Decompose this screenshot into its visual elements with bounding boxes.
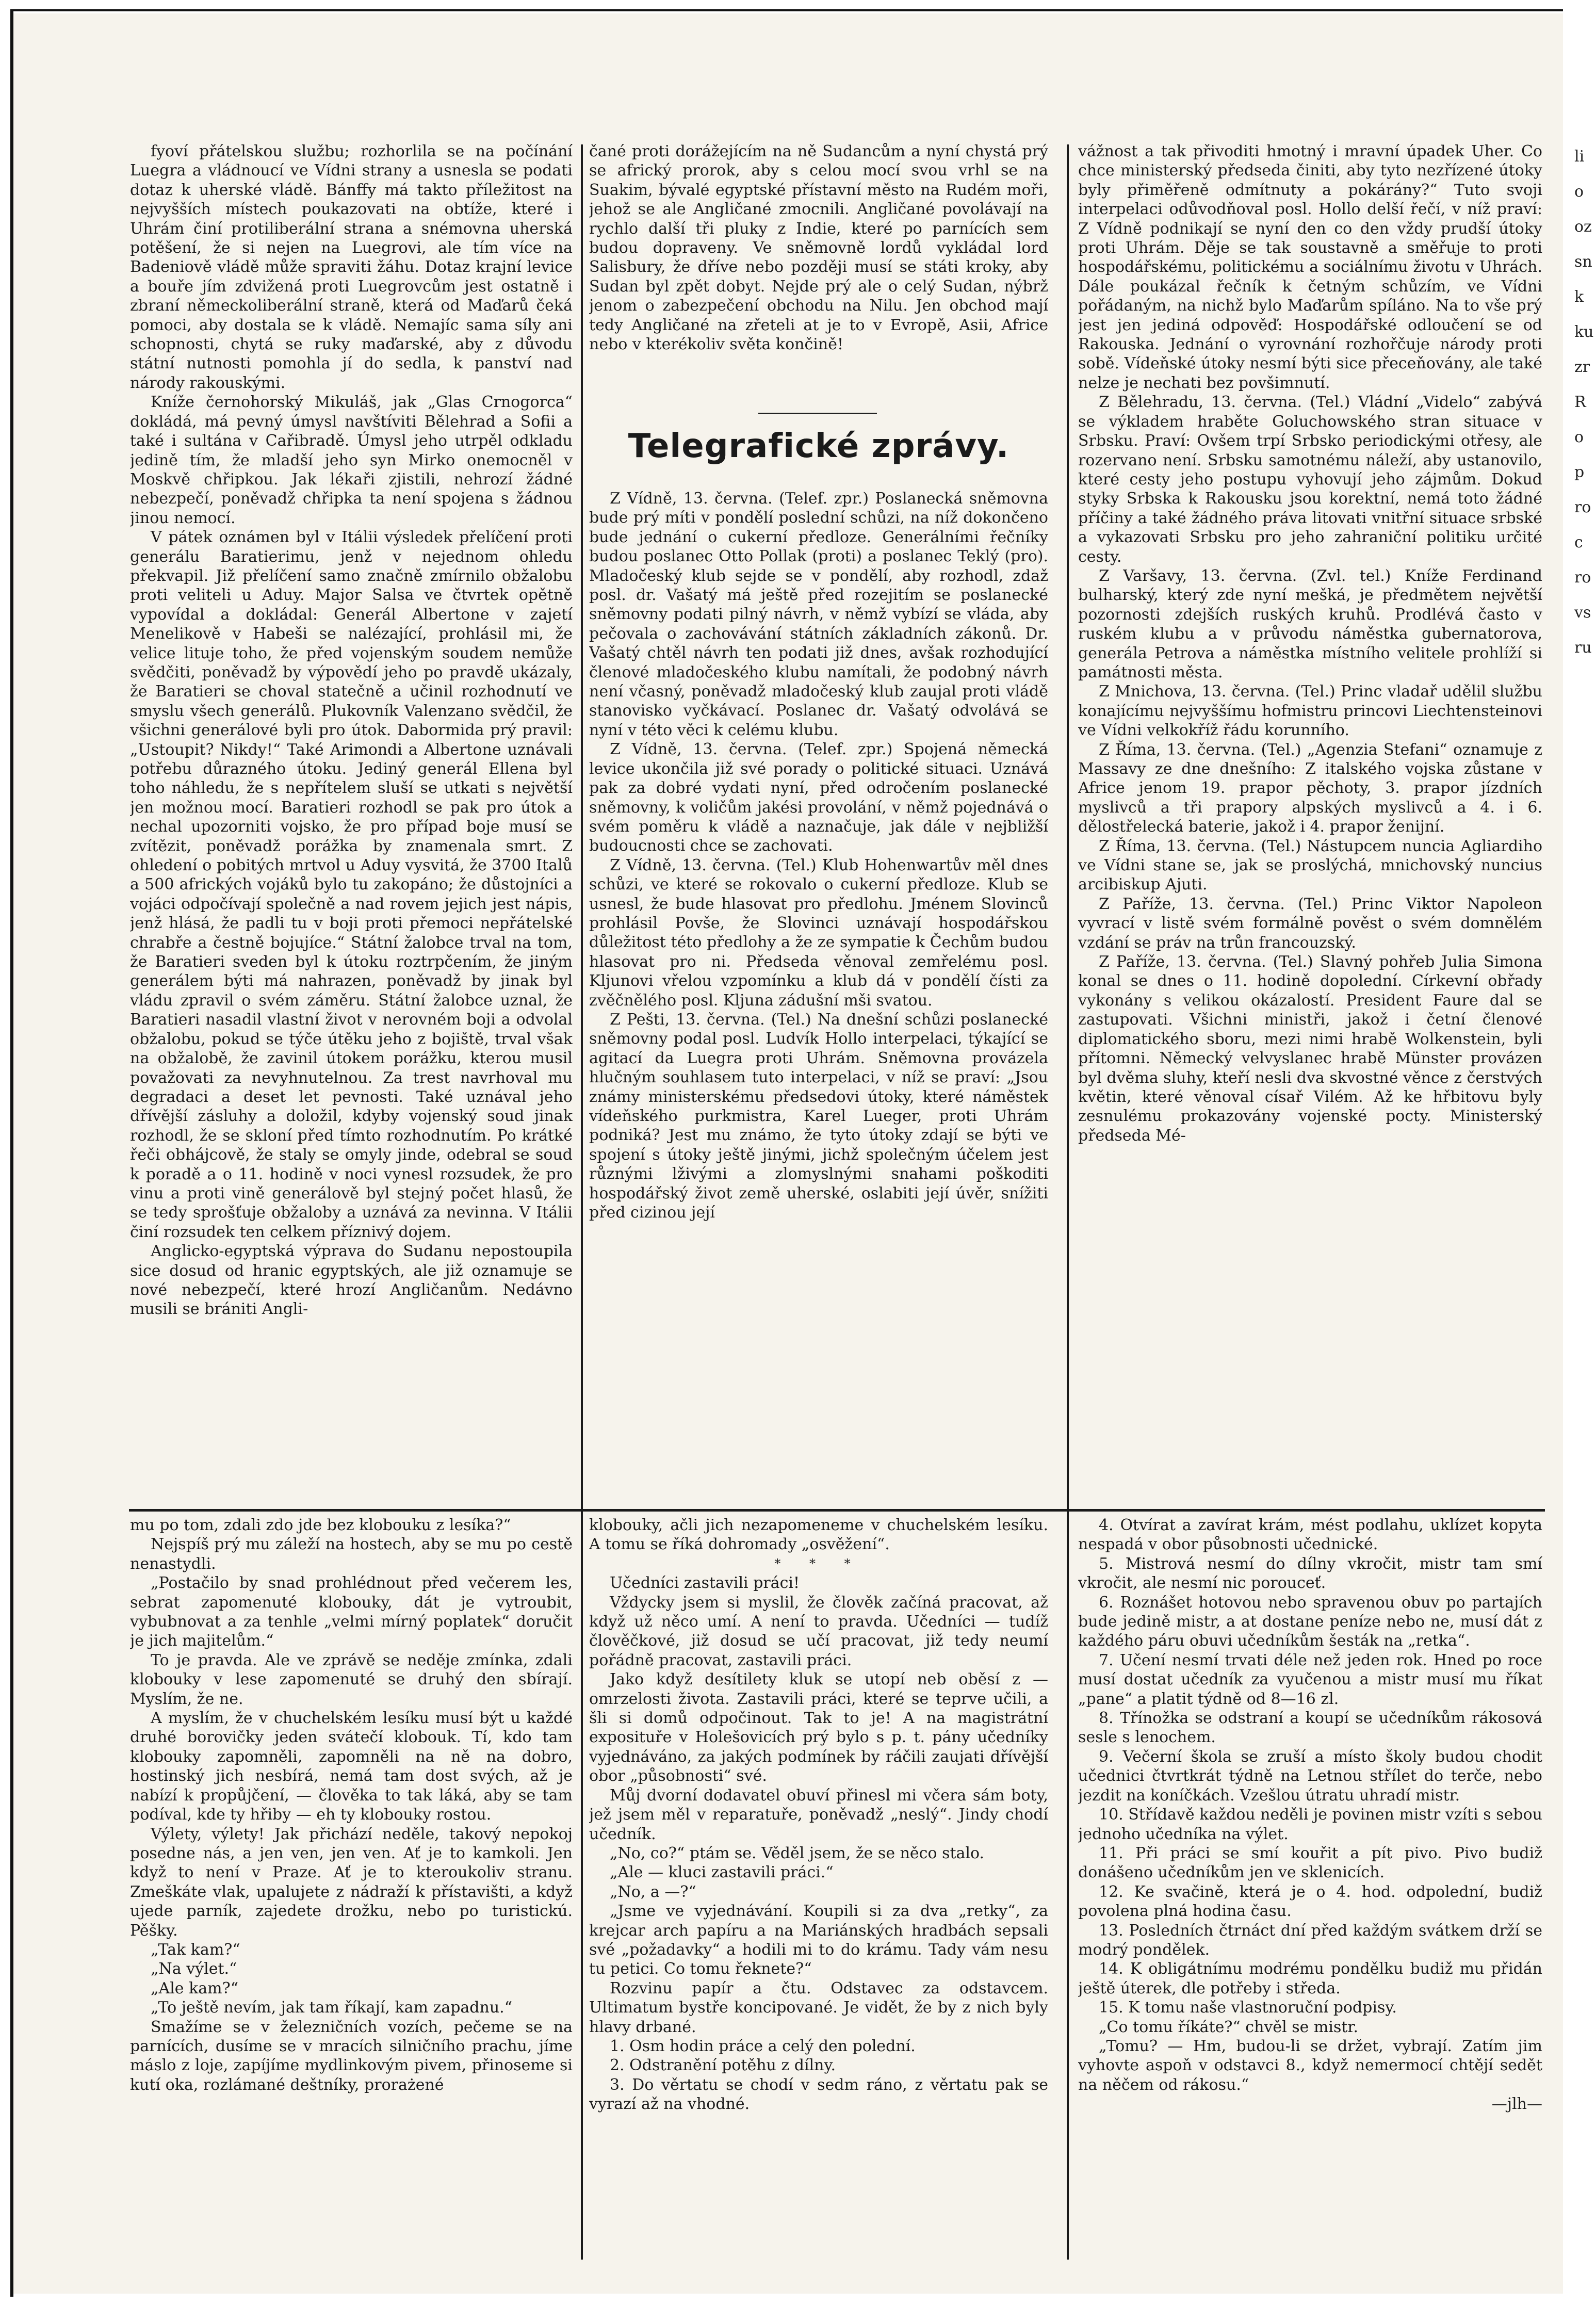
feuilleton-p7: Smažíme se v železničních vozích, pečeme se na parnících, dusíme se v mracích silničního prachu, jíme máslo z loje, zapíjíme mydlinkovým pivem, přinoseme si kutí oka, rozlámané deštníky, prorażené bbox=[130, 2018, 573, 2094]
edge-fragment: ro bbox=[1574, 569, 1591, 587]
telegram-rome-2: Z Říma, 13. června. (Tel.) Nástupcem nuncia Agliardiho ve Vídni stane se, jak se proslýchá, mnichovský nuncius arcibiskup Ajuti. bbox=[1078, 837, 1542, 894]
edge-fragment: ku bbox=[1574, 323, 1594, 341]
edge-fragment: sn bbox=[1574, 253, 1592, 271]
edge-fragment: c bbox=[1574, 533, 1583, 551]
telegram-warsaw: Z Varšavy, 13. června. (Zvl. tel.) Kníže Ferdinand bulharský, který zde nyní mešká, je předmětem největší pozornosti zdejších ruských kruhů. Prodlévá často v ruském klubu a v průvodu náměstka gubernatorova, generála Petrova a náměstka místního velitele prohlíží si památnosti města. bbox=[1078, 566, 1542, 681]
telegram-belgrade: Z Bělehradu, 13. června. (Tel.) Vládní „Videlo“ zabývá se výkladem hraběte Goluchowského stran situace v Srbsku. Praví: Ovšem trpí Srbsko periodickými otřesy, ale rozervano není. Srbsku samotnému náleží, aby ustanovilo, které cesty jeho postupu vyhovují jeho zájmům. Dokud styky Srbska k Rakousku jsou korektní, nemá toto žádné příčiny a také žádného práva litovati vnitřní situace srbské a vykazovati Srbsku pro jeho zahraniční politiku určité cesty. bbox=[1078, 393, 1542, 566]
demand-item: 12. Ke svačině, která je o 4. hod. odpolední, budiž povolena plná hodina času. bbox=[1078, 1882, 1542, 1921]
feuilleton-p6: Výlety, výlety! Jak přichází neděle, takový nepokoj posedne nás, a jen ven, jen ven. Ať je to kamkoli. Jen když to není v Praze. Ať je to kteroukoliv stranu. Zmeškáte vlak, upalujete z nádraží k přístavišti, a když ujede parník, zajedete drožku, nebo po turistickú. Pěšky. bbox=[130, 1825, 573, 1940]
article-hollo-cont: vážnost a tak přivoditi hmotný i mravní úpadek Uher. Co chce ministerský předseda činiti, aby tyto nezřízené útoky byly přiměřeně odmítnuty a pokárány?“ Tuto svoji interpelaci odůvodňoval posl. Hollo delší řečí, v níž praví: Z Vídně podnikají se nyní den co den vždy prudší útoky proti Uhrám. Děje se tak soustavně a směřuje to proti hospodářskému, politickému a sociálnímu životu v Uhrách. Dále poukázal řečník k četným schůzím, ve Vídni pořádaným, na nichž bylo Maďarům spíláno. Na to vše prý jest jen jediná odpověď: Hospodářské odloučení se od Rakouska. Jednání o vyrovnání rozhořčuje národy proti sobě. Vídeňské útoky nesmí býti sice přeceňovány, ale také nelze je nechati bez povšimnutí. bbox=[1078, 142, 1542, 392]
edge-fragment: R bbox=[1574, 393, 1586, 411]
telegram-pest: Z Pešti, 13. června. (Tel.) Na dnešní schůzi poslanecké sněmovny podal posl. Ludvík Hollo interpelaci, týkající se agitací da Luegra proti Uhrám. Sněmovna provázela hlučným souhlasem tuto interpelaci, v níž se praví: „Jsou známy ministerskému předsedovi útoky, které náměstek vídeňského purkmistra, Karel Lueger, proti Uhrám podniká? Jest mu známo, že tyto útoky zdají se býti ve spojení s útoky ještě jinými, jichž společným účelem jest různými lživými a zlomyslnými snahami poškoditi hospodářský život země uherské, oslabiti její úvěr, snížiti před cizinou její bbox=[589, 1010, 1048, 1222]
feuilleton-p10: Můj dvorní dodavatel obuví přinesl mi včera sám boty, jež jsem měl v reparatuře, poněvadž „neslý“. Jindy chodí učedník. bbox=[589, 1786, 1048, 1843]
telegram-rome-1: Z Říma, 13. června. (Tel.) „Agenzia Stefani“ oznamuje z Massavy ze dne dnešního: Z italského vojska zůstane v Africe jenom 19. prapor pěchoty, 3. prapor jízdních myslivců a tři prapory alpských myslivců a 4. i 6. dělostřelecká baterie, jakož i 4. prapor ženijní. bbox=[1078, 740, 1542, 836]
demand-item: 1. Osm hodin práce a celý den polední. bbox=[610, 2037, 916, 2055]
dialogue-line: „Co tomu říkáte?“ chvěl se mistr. bbox=[1099, 2018, 1358, 2036]
edge-fragment: ro bbox=[1574, 498, 1591, 516]
demand-item: 7. Učení nesmí trvati déle než jeden rok. Hned po roce musí dostat učedník za vyučenou a mistr musí mu říkat „pane“ a platit týdně od 8—16 zl. bbox=[1078, 1651, 1542, 1708]
edge-fragment: li bbox=[1574, 148, 1585, 166]
feuilleton-p8: Vždycky jsem si myslil, že člověk začíná pracovat, až když už něco umí. A není to pravda. Učedníci — tudíž člověčkové, již dosud se učí pracovat, již tedy neumí pořádně pracovat, zastavili práci. bbox=[589, 1593, 1048, 1669]
dialogue-line: „Na výlet.“ bbox=[151, 1960, 237, 1978]
edge-fragment: zr bbox=[1574, 358, 1590, 376]
telegram-vienna-2: Z Vídně, 13. června. (Telef. zpr.) Spojená německá levice ukončila již své porady o politické situaci. Uznává pak za dobré vydati nyní, před odročením poslanecké sněmovny, k voličům jakési provolání, v němž pojednává o svém poměru k vládě a naznačuje, jak dále v nejbližší budoucnosti chce se zachovati. bbox=[589, 740, 1048, 855]
feuilleton-apprentices-title: Učedníci zastavili práci! bbox=[610, 1574, 800, 1593]
demand-item: 8. Třínožka se odstraní a koupí se učedníkům rákosová sesle s lenochem. bbox=[1078, 1709, 1542, 1747]
dialogue-line: „Jsme ve vyjednávání. Koupili si za dva „retky“, za krejcar arch papíru a na Mariánských hradbách sepsali své „požadavky“ a hodili mi to do krámu. Tady vám nesu tu petici. Co tomu řeknete?“ bbox=[589, 1902, 1048, 1978]
feuilleton-hats-start: mu po tom, zdali zdo jde bez klobouku z lesíka?“ bbox=[130, 1516, 511, 1534]
feuilleton-separator bbox=[129, 1509, 1545, 1512]
dialogue-line: „Ale — kluci zastavili práci.“ bbox=[610, 1863, 834, 1882]
column-middle-upper bbox=[589, 142, 1048, 410]
telegram-vienna-1: Z Vídně, 13. června. (Telef. zpr.) Poslanecká sněmovna bude prý míti v pondělí poslední schůzi, na níž dokončeno bude jednání o cukerní předloze. Generálními řečníky budou poslanec Otto Pollak (proti) a poslanec Teklý (pro). Mladočeský klub sejde se v pondělí, aby rozhodl, zdaž posl. dr. Vašatý má ještě před rozejitím se poslanecké sněmovny podati pilný návrh, v němž vybízí se vláda, aby pečovala o zachovávání státních základních zákonů. Dr. Vašatý chtěl návrh ten podati již dnes, avšak rozhodující členové mladočeského klubu namítali, že podobný návrh není včasný, poněvadž mladočeský klub zaujal proti vládě stanovisko vyčkávací. Poslanec dr. Vašatý odvolává se nyní v této věci k celému klubu. bbox=[589, 490, 1048, 739]
article-baratieri: V pátek oznámen byl v Itálii výsledek přelíčení proti generálu Baratierimu, jenž v nejednom ohledu překvapil. Již přelíčení samo značně zmírnilo obžalobu proti veliteli u Aduy. Major Salsa ve čtvrtek opětně vypovídal a dokládal: Generál Albertone v zajetí Menelikově v Habeši se nalézající, prohlásil mi, že velice lituje toho, že před vojenským soudem nemůže svědčiti, poněvadž by výpovědí jeho po pravdě ukázaly, že Baratieri se choval statečně a učinil rozhodnutí ve smyslu všech generálů. Plukovník Valenzano svědčil, že všichni generálové byli pro útok. Dabormida prý pravil: „Ustoupit? Nikdy!“ Také Arimondi a Albertone uznávali potřebu důrazného útoku. Jediný generál Ellena byl toho náhledu, že s nepřítelem sluší se utkati s největší jen možnou mocí. Baratieri rozhodl se pak pro útok a nechal upozorniti vojsko, že pro případ boje musí se zvítězit, poněvadž porážka by znamenala smrt. Z ohledení o pobitých mrtvol u Aduy vysvitá, že 3700 Italů a 500 afrických vojáků bylo tu zakopáno; že důstojníci a vojáci odpočívají společně a nad rovem jejich jest nápis, jenž hlásá, že padli tu v boji proti přemoci nepřátelské chrabře a čestně bojujíce.“ Státní žalobce trval na tom, že Baratieri sveden byl k útoku roztrpčením, že jiným generálem býti má nahrazen, poněvadž by jinak byl vládu zpravil o svém záměru. Státní žalobce uznal, že Baratieri nasadil vlastní život v nerovném boji a odvolal obžalobu, pokud se týče útěku jeho z bojiště, trval však na obžalobě, že zavinil útokem porážku, kterou musil považovati za nevyhnutelnou. Za trest navrhoval mu degradaci a deset let pevnosti. Také uznával jeho dřívější zásluhy a doložil, kdyby vojenský soud jinak rozhodl, že se skloní před tímto rozhodnutím. Po krátké řeči obhájcově, že staly se omyly jinde, odebral se soud k poradě a o 11. hodině v noci vynesl rozsudek, že pro vinu a proti vině generálově byl stejný počet hlasů, že se tedy sprošťuje obžaloby a uznává za nevinna. V Itálii činí rozsudek ten celkem příznivý dojem. bbox=[130, 528, 573, 1241]
feuilleton-hats-end: klobouky, ačli jich nezapomeneme v chuchelském lesíku. A tomu se říká dohromady „osvěžení“. bbox=[589, 1516, 1048, 1554]
dialogue-line: „No, a —?“ bbox=[610, 1882, 696, 1901]
feuilleton-p2: Nejspíš prý mu záleží na hostech, aby se mu po cestě nenastydli. bbox=[130, 1535, 573, 1573]
column-divider-2 bbox=[1067, 144, 1069, 2260]
demand-item: 11. Při práci se smí kouřit a pít pivo. Pivo budiž donášeno učedníkům jen ve sklenicích. bbox=[1078, 1844, 1542, 1882]
edge-fragment: o bbox=[1574, 183, 1584, 201]
demand-item: 15. K tomu naše vlastnoruční podpisy. bbox=[1099, 1999, 1397, 2017]
column-left-upper bbox=[130, 142, 573, 1504]
edge-fragment: k bbox=[1574, 288, 1584, 306]
telegram-vienna-3: Z Vídně, 13. června. (Tel.) Klub Hohenwartův měl dnes schůzi, ve které se rokovalo o cukerní předloze. Klub se usnesl, že bude hlasovat pro předlohu. Jménem Slovinců prohlásil Povše, že Slovinci uznávají hospodářskou důležitost této předlohy a že ze sympatie k Čechům budou hlasovat pro ni. Předseda věnoval zemřelému posl. Kljunovi vřelou vzpomínku a klub dá v pondělí čísti za zvěčnělého posl. Kljuna zádušní mši svatou. bbox=[589, 856, 1048, 1010]
column-left-lower bbox=[130, 1516, 573, 2186]
demand-item: 2. Odstranění potěhu z dílny. bbox=[610, 2056, 836, 2075]
article-lueger: fyoví přátelskou službu; rozhorlila se na počínání Luegra a vládnoucí ve Vídni strany a usnesla se podati dotaz k uherské vládě. Bánffy má takto příležitost na nejvyšších místech poukazovati na obtíže, které i Uhrám činí protiliberální strana a snémovna uherská potěšení, že si nejen na Luegrovi, ale tím více na Badeniově vládě může spraviti žáhu. Dotaz krajní levice a bouře jím zdvižená proti Luegrovcům jest ostatně i zbraní německoliberální straně, která od Maďarů čeká pomoci, aby dostala se k vládě. Nemajíc sama síly ani schopnosti, chytá se ruky maďarské, aby z důvodu státní nutnosti pomohla jí do sedla, k panství nad národy rakouskými. bbox=[130, 142, 573, 392]
demand-item: 14. K obligátnímu modrému pondělku budiž mu přidán ještě úterek, dle potřeby i středa. bbox=[1078, 1960, 1542, 1998]
article-sudan-cont: čané proti dorážejícím na ně Sudancům a nyní chystá prý se africký prorok, aby s celou mocí svou vrhl se na Suakim, bývalé egyptské přístavní město na Rudém moři, jehož se ale Angličané zmocnili. Angličané povolávají na rychlo další tři pluky z Indie, které po parnících sem budou dopraveny. Ve sněmovně lordů vykládal lord Salisbury, že dříve nebo později musí se státi kroky, aby Sudan byl zpět dobyt. Nejde prý ale o celý Sudan, nýbrž jenom o zabezpečení obchodu na Nilu. Jen obchod mají tedy Angličané na zřeteli at je to v Evropě, Asii, Africe nebo v kterékoliv světa končině! bbox=[589, 142, 1048, 354]
dialogue-line: „To ještě nevím, jak tam říkají, kam zapadnu.“ bbox=[151, 1999, 513, 2017]
article-montenegro: Kníže černohorský Mikuláš, jak „Glas Crnogorca“ dokládá, má pevný úmysl navštíviti Bělehrad a Sofii a také i sultána v Cařibradě. Úmysl jeho utrpěl odkladu jedině tím, že mladší jeho syn Mirko onemocněl v Moskvě chřipkou. Jak lékaři zjistili, nehrozí žádné nebezpečí, poněvadž chřipka ta není spojena s žádnou jinou nemocí. bbox=[130, 393, 573, 527]
feuilleton-p9: Jako když desítilety kluk se utopí neb oběsí z — omrzelosti života. Zastavili práci, které se teprve učili, a šli si domů odpočinout. Tak to je! A na magistrátní exposituře v Holešovicích prý bylo s p. t. pány učedníky vyjednáváno, za jakých podmínek by ráčili zaujati dřívější obor „působnosti“ své. bbox=[589, 1670, 1048, 1785]
cropped-neighbour-column bbox=[1574, 139, 1595, 665]
feuilleton-p3: „Postačilo by snad prohlédnout před večerem les, sebrat zapomenuté klobouky, dát je vytroubit, vybubnovat a za tenhle „velmi mírný poplatek“ doručit je jich majitelům.“ bbox=[130, 1574, 573, 1650]
edge-fragment: o bbox=[1574, 428, 1584, 446]
column-divider-1 bbox=[581, 144, 583, 2260]
column-right-upper bbox=[1078, 142, 1542, 1504]
edge-fragment: vs bbox=[1574, 604, 1591, 622]
edge-fragment: p bbox=[1574, 463, 1585, 481]
telegram-paris-1: Z Paříže, 13. června. (Tel.) Princ Viktor Napoleon vyvrací v listě svém formálně pověst o svém domnělém vzdání se práv na trůn francouzský. bbox=[1078, 895, 1542, 952]
feuilleton-p5: A myslím, že v chuchelském lesíku musí být u každé druhé borovičky jeden svátečí klobouk. Tí, kdo tam klobouky zapomněli, zapomněli na ně na dobro, hostinský jich nesbírá, nemá tam dost svých, až je nabízí k propůjčení, — člověka to tak láká, aby se tam podíval, kde ty hřiby — eh ty klobouky rostou. bbox=[130, 1709, 573, 1824]
dialogue-line: „No, co?“ ptám se. Věděl jsem, že se něco stalo. bbox=[610, 1844, 985, 1862]
edge-fragment: ru bbox=[1574, 639, 1592, 657]
dialogue-line: „Tomu? — Hm, budou-li se držet, vybrají. Zatím jim vyhovte aspoň v odstavci 8., když nemermocí chtějí sedět na něčem od rákosu.“ bbox=[1078, 2037, 1542, 2094]
column-right-lower bbox=[1078, 1516, 1542, 2186]
dialogue-line: „Ale kam?“ bbox=[151, 1979, 239, 1998]
section-headline: Telegrafické zprávy. bbox=[628, 427, 1009, 465]
demand-item: 3. Do věrtatu se chodí v sedm ráno, z věrtatu pak se vyrazí až na vhodné. bbox=[589, 2075, 1048, 2114]
demand-item: 4. Otvírat a zavírat krám, mést podlahu, uklízet kopyta nespadá v obor působnosti učednické. bbox=[1078, 1516, 1542, 1554]
demand-item: 6. Roznášet hotovou nebo spravenou obuv po partajích bude jedině mistr, a at dostane peníze nebo ne, musí dát z každého páru obuvi učedníkům šesták na „retka“. bbox=[1078, 1593, 1542, 1650]
telegram-munich: Z Mnichova, 13. června. (Tel.) Princ vladař udělil službu konajícímu nejvyššímu hofmistru princovi Liechtensteinovi ve Vídni velkokříž řádu korunního. bbox=[1078, 683, 1542, 740]
dialogue-line: „Tak kam?“ bbox=[151, 1940, 240, 1959]
telegram-paris-2: Z Paříže, 13. června. (Tel.) Slavný pohřeb Julia Simona konal se dnes o 11. hodině dopolední. Církevní obřady vykonány s velikou okázalostí. President Faure dal se zastupovati. Všichni ministři, jakož i četní členové diplomatického sboru, mezi nimi hrabě Wolkenstein, byli přítomni. Německý velvyslanec hrabě Münster provázen byl dvěma sluhy, kteří nesli dva skvostné věnce z čerstvých květin, které věnoval císař Vilém. Až ke hřbitovu byly zesnulému prokazovány vojenské pocty. Ministerský předseda Mé- bbox=[1078, 953, 1542, 1145]
demand-item: 9. Večerní škola se zruší a místo školy budou chodit učednici čtvrtkrát týdně na Letnou střílet do terče, nebo jezdit na koníčkách. Vzešlou útratu uhradí mistr. bbox=[1078, 1747, 1542, 1805]
column-middle-telegrams bbox=[589, 489, 1048, 1504]
feuilleton-p4: To je pravda. Ale ve zprávě se neděje zmínka, zdali klobouky v lese zapomenuté se druhý den sbírají. Myslím, že ne. bbox=[130, 1651, 573, 1708]
column-middle-lower bbox=[589, 1516, 1048, 2186]
feuilleton-p11: Rozvinu papír a čtu. Odstavec za odstavcem. Ultimatum bystře koncipované. Je vidět, že by z nich byly hlavy drbané. bbox=[589, 1979, 1048, 2036]
section-stars: * * * bbox=[774, 1556, 863, 1571]
demand-item: 13. Posledních čtrnáct dní před každým svátkem drží se modrý pondělek. bbox=[1078, 1921, 1542, 1959]
edge-fragment: oz bbox=[1574, 218, 1592, 236]
article-sudan: Anglicko-egyptská výprava do Sudanu nepostoupila sice dosud od hranic egyptských, ale již oznamuje se nové nebezpečí, které hrozí Angličanům. Nedávno musili se brániti Angli- bbox=[130, 1242, 573, 1319]
author-signature: —jlh— bbox=[1491, 2095, 1542, 2114]
demand-item: 5. Mistrová nesmí do dílny vkročit, mistr tam smí vkročit, ale nesmí nic porouceť. bbox=[1078, 1554, 1542, 1593]
headline-rule-top bbox=[758, 413, 877, 414]
demand-item: 10. Střídavě každou neděli je povinen mistr vzíti s sebou jednoho učedníka na výlet. bbox=[1078, 1806, 1542, 1843]
